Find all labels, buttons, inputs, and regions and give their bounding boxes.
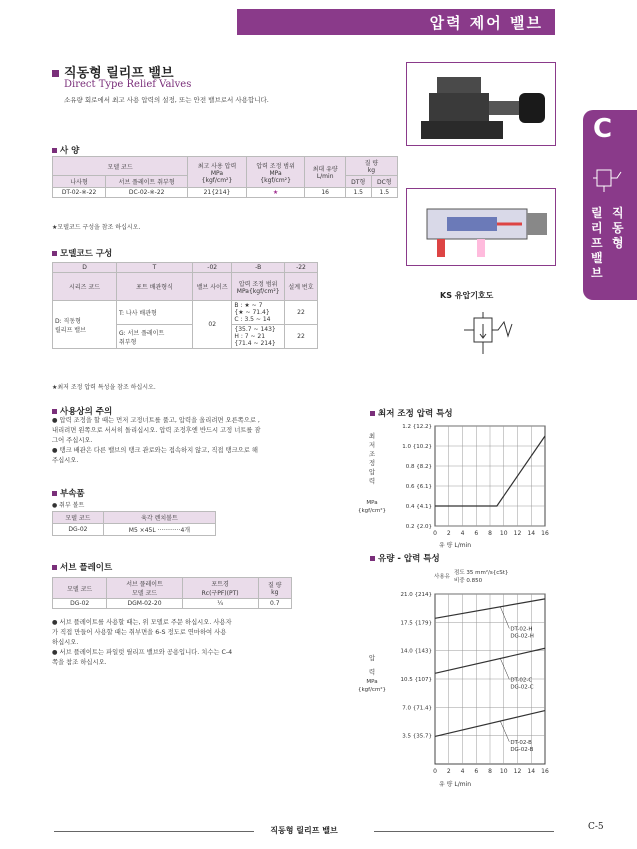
y-axis-label: 저: [368, 441, 376, 449]
series-label: DG-02-H: [510, 633, 534, 640]
series-leader: [500, 658, 509, 679]
y-tick-label: 17.5 {179}: [400, 620, 432, 627]
spec-table: [52, 156, 398, 198]
y-tick-label: 3.5 {35.7}: [402, 733, 432, 740]
section-bullet: [370, 556, 375, 561]
y-axis-label: 정: [368, 459, 376, 467]
y-tick-label: 14.0 {143}: [400, 648, 432, 655]
oil-viscosity: 점도 35 mm²/s{cSt}: [454, 570, 509, 576]
x-tick-label: 12: [513, 768, 522, 775]
flow-pressure-chart: [350, 566, 560, 791]
chart-flow-title: 유량 - 압력 특성: [370, 552, 440, 564]
section-bullet: [52, 565, 57, 570]
side-tab-text-1: 릴리프밸브: [591, 206, 603, 280]
x-axis-label: 유 량 L/min: [438, 542, 472, 549]
spec-h-model: 모델 코드: [53, 157, 188, 176]
oil-gravity: 비중 0.850: [454, 578, 483, 584]
product-photo: [406, 62, 556, 146]
x-tick-label: 10: [499, 768, 508, 775]
section-bullet: [52, 409, 57, 414]
table-row: DT-02-※-22 DC-02-※-22 21{214} ★ 16 1.5 1.5: [53, 188, 398, 198]
min-pressure-chart: [350, 420, 560, 550]
spec-h-flow: 최대 유량 L/min: [305, 157, 345, 188]
series-label: DT-02-C: [510, 677, 533, 684]
section-bullet: [370, 411, 375, 416]
series-label: DG-02-C: [510, 684, 534, 691]
symbol-label: KS 유압기호도: [440, 291, 494, 300]
model-note: ★최저 조정 압력 특성을 참조 하십시오.: [52, 384, 156, 391]
spec-h-adj: 압력 조정 범위 MPa {kgf/cm²}: [246, 157, 305, 188]
y-axis-label: 압: [368, 654, 376, 662]
y-tick-label: 0.4 {4.1}: [405, 504, 432, 510]
table-row: DG-02 DGM-02-20 ¼ 0.7: [53, 599, 292, 609]
y-tick-label: 1.0 {10.2}: [402, 444, 432, 450]
caution-section-title: 사용상의 주의: [52, 405, 112, 417]
y-axis-label: 압: [368, 468, 376, 476]
x-tick-label: 8: [488, 768, 492, 775]
y-tick-label: 7.0 {71.4}: [402, 705, 432, 712]
series-label: DT-02-B: [510, 739, 532, 746]
y-axis-label: 력: [368, 668, 376, 676]
spec-h-maxp: 최고 사용 압력 MPa {kgf/cm²}: [188, 157, 247, 188]
section-banner: 압력 제어 밸브: [237, 9, 555, 35]
y-axis-label: 최: [368, 432, 376, 440]
page-number: C-5: [588, 822, 604, 832]
parts-section-title: 부속품: [52, 487, 85, 499]
x-tick-label: 16: [541, 768, 549, 775]
y-axis-unit: {kgf/cm²}: [357, 508, 387, 514]
spec-h-dt: DT형: [345, 176, 371, 188]
parts-subtitle: ● 취부 볼트: [52, 502, 85, 509]
x-tick-label: 2: [446, 530, 451, 537]
relief-valve-icon: [591, 164, 631, 194]
section-bullet: [52, 491, 57, 496]
section-bullet: [52, 148, 57, 153]
y-axis-unit: {kgf/cm²}: [357, 687, 387, 693]
parts-table: 모델 코드 육각 렌치볼트 DG-02 M5 ×45L ············4개: [52, 511, 216, 536]
section-bullet: [52, 251, 57, 256]
spec-h-dc: DC형: [371, 176, 397, 188]
x-tick-label: 6: [474, 530, 479, 537]
x-tick-label: 0: [433, 530, 437, 537]
y-tick-label: 1.2 {12.2}: [402, 424, 432, 430]
spec-section-title: 사 양: [52, 144, 79, 156]
series-leader: [500, 607, 509, 629]
x-tick-label: 10: [499, 530, 508, 537]
chapter-side-tab: [583, 110, 637, 300]
x-tick-label: 0: [433, 768, 437, 775]
x-tick-label: 4: [460, 530, 465, 537]
relief-valve-symbol: [460, 310, 520, 360]
footer-title: 직동형 릴리프 밸브: [54, 825, 554, 836]
series-leader: [500, 721, 509, 742]
page-title-text: 직동형 릴리프 밸브: [64, 66, 174, 81]
y-axis-unit: MPa: [366, 500, 378, 506]
model-code-table: D T -02 -B -22 시리즈 코드 포트 배관형식 밸브 사이즈 압력 조정 범위 MPa{kgf/cm²} 설계 번호 D: 직동형 릴리프 밸브 T: 나사 배관형 02 B : ★ ~ 7 {★ ~ 71.4} C : 3.5 ~ 14 22 G: 서브 플레이트 취부형 {35.7 ~ 143} H : 7 ~ 21 {71.4 ~ 214} 22: [52, 262, 318, 349]
spec-h-sub: 서브 플레이트 취부형: [106, 176, 188, 188]
subplate-notes: ● 서브 플레이트를 사용할 때는, 위 모델로 주문 하십시오. 사용자 가 직접 만들어 사용할 때는 취부면을 6-S 정도로 연마하여 사용 하십시오. ● 서브 플레이트는 파일럿 릴리프 밸브와 공용입니다. 치수는 C-4 쪽을 참조 하십시오.: [52, 619, 233, 666]
spec-note: ★모델코드 구성을 참조 하십시오.: [52, 224, 141, 231]
spec-h-mass: 질 량 kg: [345, 157, 397, 176]
x-tick-label: 12: [513, 530, 522, 537]
x-tick-label: 16: [541, 530, 549, 537]
model-section-title: 모델코드 구성: [52, 247, 112, 259]
valve-illustration: [407, 63, 557, 147]
x-axis-label: 유 량 L/min: [438, 781, 472, 788]
y-axis-unit: MPa: [366, 679, 378, 685]
y-tick-label: 0.8 {8.2}: [405, 464, 432, 470]
x-tick-label: 4: [460, 768, 465, 775]
side-tab-text-2: 직동형: [612, 206, 624, 250]
chapter-letter: C: [593, 114, 613, 144]
caution-text: ● 압력 조정을 할 때는 먼저 고정너트를 풀고, 압력을 올리려면 오른쪽으로 , 내리려면 왼쪽으로 서서히 돌리십시오. 압력 조정후엔 반드시 고정 너트를 잠 그어 주십시오. ● 탱크 배관은 다른 밸브의 탱크 관로와는 접속하지 않고, 직접 탱크으로 해 주십시오.: [52, 417, 261, 464]
y-axis-label: 조: [368, 450, 376, 458]
page-subtitle: Direct Type Relief Valves: [64, 79, 192, 90]
y-tick-label: 10.5 {107}: [400, 677, 432, 683]
series-label: DG-02-B: [510, 746, 534, 753]
y-tick-label: 21.0 {214}: [400, 592, 432, 598]
x-tick-label: 14: [527, 768, 536, 775]
x-tick-label: 6: [474, 768, 479, 775]
chart-min-title: 최저 조정 압력 특성: [370, 407, 453, 419]
table-row: DG-02 M5 ×45L ············4개: [53, 524, 216, 536]
subplate-table: 모델 코드 서브 플레이트 모델 코드 포트경 Rc(구PF)(PT) 질 량 kg DG-02 DGM-02-20 ¼ 0.7: [52, 577, 292, 609]
x-tick-label: 14: [527, 530, 536, 537]
y-axis-label: 력: [368, 477, 376, 485]
subplate-section-title: 서브 플레이트: [52, 561, 112, 573]
oil-label: 사용유: [434, 574, 450, 580]
x-tick-label: 2: [446, 768, 451, 775]
intro-text: 소유량 회로에서 최고 사용 압력의 설정, 또는 안전 밸브로서 사용합니다.: [64, 96, 269, 104]
x-tick-label: 8: [488, 530, 492, 537]
y-tick-label: 0.6 {6.1}: [405, 484, 432, 490]
spec-h-screw: 나사형: [53, 176, 106, 188]
title-bullet: [52, 70, 59, 77]
y-tick-label: 0.2 {2.0}: [405, 524, 432, 530]
cross-section-diagram: [406, 188, 556, 266]
series-label: DT-02-H: [510, 626, 533, 633]
